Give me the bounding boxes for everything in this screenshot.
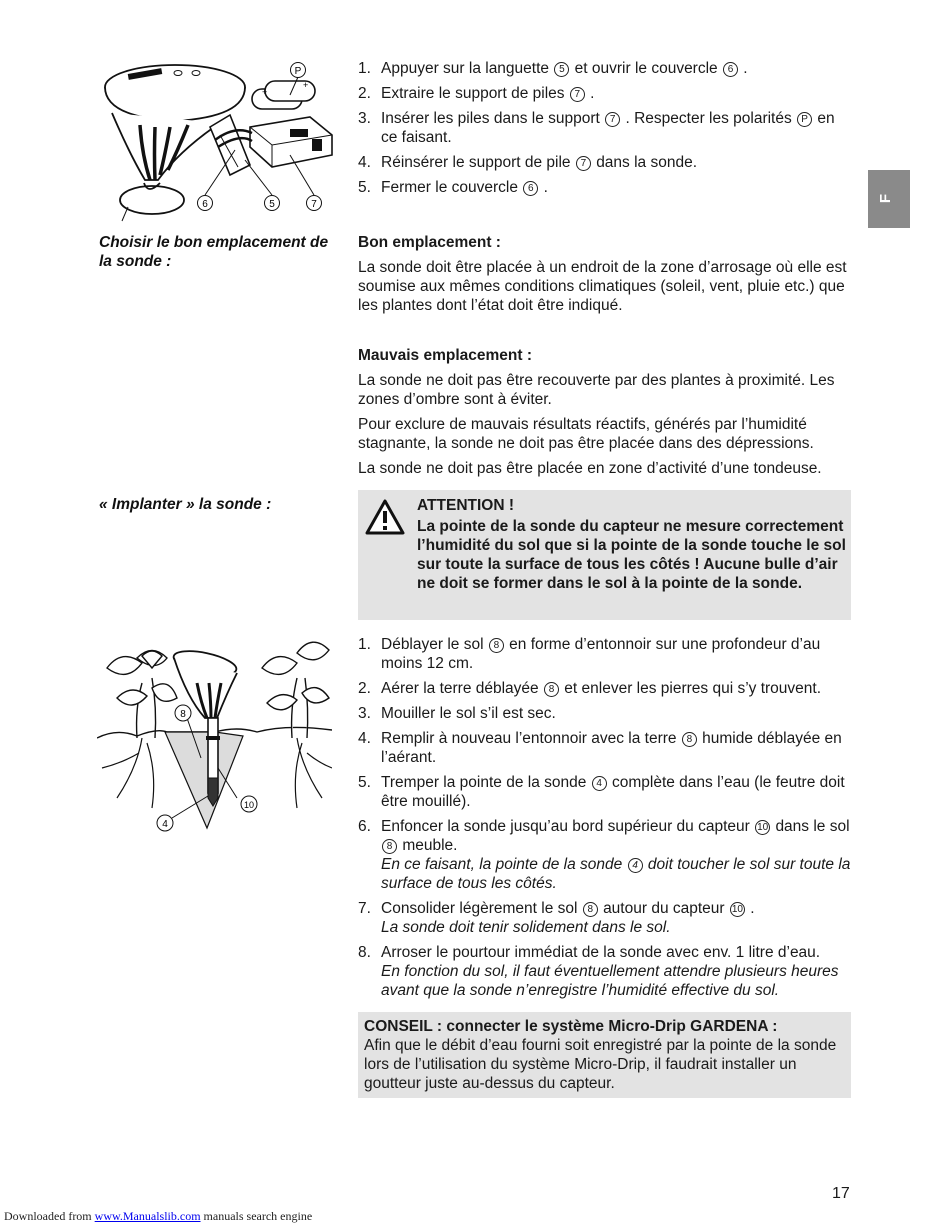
step-item — [358, 109, 853, 147]
step-item — [358, 679, 853, 698]
step-text: Extraire le support de piles — [381, 85, 565, 102]
reference-number: 6 — [523, 181, 538, 196]
reference-number: 5 — [554, 62, 569, 77]
step-text: Appuyer sur la languette — [381, 60, 550, 77]
footer-suffix: manuals search engine — [203, 1209, 313, 1223]
battery-figure — [100, 55, 335, 225]
step-note — [381, 918, 853, 937]
svg-text:+: + — [262, 87, 268, 97]
step-text: Enfoncer la sonde jusqu’au bord supérieur du capteur — [381, 818, 750, 835]
step-text: et ouvrir le couvercle — [574, 60, 718, 77]
callout-8: 8 — [180, 709, 186, 720]
reference-number: 8 — [583, 902, 598, 917]
reference-number: 7 — [576, 156, 591, 171]
step-text: Déblayer le sol — [381, 636, 484, 653]
reference-number: 4 — [628, 858, 643, 873]
step-text: . — [543, 179, 548, 196]
step-text: Fermer le couvercle — [381, 179, 518, 196]
bad-location-text-1: La sonde ne doit pas être recouverte par des plantes à proximité. Les zones d’ombre sont à éviter. — [358, 372, 835, 408]
footer-prefix: Downloaded from — [4, 1209, 92, 1223]
step-text: Arroser le pourtour immédiat de la sonde avec env. 1 litre d’eau. — [381, 944, 821, 961]
step-text: et enlever les pierres qui s’y trouvent. — [564, 680, 822, 697]
attention-box — [358, 490, 851, 620]
step-text: dans la sonde. — [596, 154, 698, 171]
reference-number: 8 — [682, 732, 697, 747]
step-number: 6. — [358, 818, 371, 835]
bad-location-text-3: La sonde ne doit pas être placée en zone d’activité d’une tondeuse. — [358, 460, 822, 477]
callout-p: P — [294, 66, 302, 77]
good-location-heading: Bon emplacement : — [358, 234, 501, 251]
step-text: meuble. — [402, 837, 458, 854]
step-number: 4. — [358, 154, 371, 171]
tip-title: CONSEIL : connecter le système Micro-Drip GARDENA : — [364, 1018, 778, 1035]
step-number: 1. — [358, 636, 371, 653]
reference-number: 10 — [731, 904, 743, 915]
bad-location-section — [358, 346, 853, 484]
step-text: en ce faisant. — [381, 110, 835, 146]
step-item — [358, 704, 853, 723]
reference-number: 8 — [489, 638, 504, 653]
note-text: En ce faisant, la pointe de la sonde — [381, 856, 623, 873]
step-number: 2. — [358, 680, 371, 697]
footer-link[interactable]: www.Manualslib.com — [94, 1209, 201, 1223]
step-text: Réinsérer le support de pile — [381, 154, 571, 171]
attention-text: La pointe de la sonde du capteur ne mesure correctement l’humidité du sol que si la pointe de la sonde touche le sol sur toute la surface de tous les côtés ! Aucune bulle d’air ne doit se former dans le sol à la pointe de la sonde. — [417, 518, 846, 592]
reference-number: 7 — [605, 112, 620, 127]
step-text: . Respecter les polarités — [625, 110, 792, 127]
note-text: doit toucher le sol sur toute la surface de tous les côtés. — [381, 856, 851, 892]
reference-number: 10 — [757, 822, 769, 833]
step-text: humide déblayée en l’aérant. — [381, 730, 842, 766]
step-number: 4. — [358, 730, 371, 747]
step-text: . — [750, 900, 755, 917]
step-item — [358, 899, 853, 937]
location-label: Choisir le bon emplacement de la sonde : — [99, 234, 329, 270]
svg-text:+: + — [303, 80, 309, 90]
step-note — [381, 855, 853, 893]
step-text: Tremper la pointe de la sonde — [381, 774, 587, 791]
tip-box — [358, 1012, 851, 1098]
planting-figure — [97, 628, 332, 838]
step-number: 8. — [358, 944, 371, 961]
reference-number: 8 — [382, 839, 397, 854]
battery-steps — [358, 59, 853, 203]
bad-location-text-2: Pour exclure de mauvais résultats réactifs, générés par l’humidité stagnante, la sonde ne doit pas être placée dans des dépressions. — [358, 416, 814, 452]
step-item — [358, 153, 853, 172]
step-item — [358, 773, 853, 811]
reference-number: 6 — [723, 62, 738, 77]
step-number: 2. — [358, 85, 371, 102]
language-tab-letter: F — [877, 193, 895, 204]
callout-7: 7 — [311, 199, 317, 210]
step-number: 5. — [358, 774, 371, 791]
step-text: dans le sol — [775, 818, 850, 835]
step-item — [358, 729, 853, 767]
tip-text: Afin que le débit d’eau fourni soit enregistré par la pointe de la sonde lors de l’utilisation du système Micro-Drip, il faudrait installer un goutteur juste au-dessus du capteur. — [364, 1037, 837, 1092]
reference-number: P — [797, 112, 812, 127]
step-text: complète dans l’eau (le feutre doit être mouillé). — [381, 774, 845, 810]
step-number: 7. — [358, 900, 371, 917]
step-text: . — [743, 60, 748, 77]
step-text: en forme d’entonnoir sur une profondeur d’au moins 12 cm. — [381, 636, 821, 672]
note-text: La sonde doit tenir solidement dans le sol. — [381, 919, 671, 936]
plant-steps — [358, 635, 853, 1006]
callout-6: 6 — [202, 199, 208, 210]
callout-4: 4 — [162, 819, 168, 830]
step-number: 1. — [358, 60, 371, 77]
footer — [4, 1209, 312, 1224]
step-item — [358, 817, 853, 893]
callout-10: 10 — [243, 800, 255, 810]
reference-number: 8 — [544, 682, 559, 697]
location-section — [358, 233, 853, 321]
step-item — [358, 59, 853, 78]
warning-icon — [364, 498, 406, 536]
step-item — [358, 943, 853, 1000]
page-number: 17 — [832, 1185, 850, 1202]
step-item — [358, 635, 853, 673]
attention-title: ATTENTION ! — [417, 497, 515, 514]
step-text: autour du capteur — [603, 900, 725, 917]
reference-number: 7 — [570, 87, 585, 102]
step-text: Mouiller le sol s’il est sec. — [381, 705, 556, 722]
step-text: Remplir à nouveau l’entonnoir avec la terre — [381, 730, 677, 747]
plant-label: « Implanter » la sonde : — [99, 496, 272, 513]
note-text: En fonction du sol, il faut éventuellement attendre plusieurs heures avant que la sonde n’enregistre l’humidité effective du sol. — [381, 963, 839, 999]
callout-5: 5 — [269, 199, 275, 210]
reference-number: 4 — [592, 776, 607, 791]
step-text: Insérer les piles dans le support — [381, 110, 600, 127]
step-item — [358, 178, 853, 197]
step-item — [358, 84, 853, 103]
language-tab — [868, 170, 910, 228]
step-number: 5. — [358, 179, 371, 196]
step-number: 3. — [358, 110, 371, 127]
bad-location-heading: Mauvais emplacement : — [358, 347, 533, 364]
step-number: 3. — [358, 705, 371, 722]
step-note — [381, 962, 853, 1000]
step-text: Consolider légèrement le sol — [381, 900, 578, 917]
step-text: . — [590, 85, 595, 102]
good-location-text: La sonde doit être placée à un endroit de la zone d’arrosage où elle est soumise aux mêmes conditions climatiques (soleil, vent, pluie etc.) que les plantes dont l’état doit être indiqué. — [358, 259, 847, 314]
step-text: Aérer la terre déblayée — [381, 680, 539, 697]
